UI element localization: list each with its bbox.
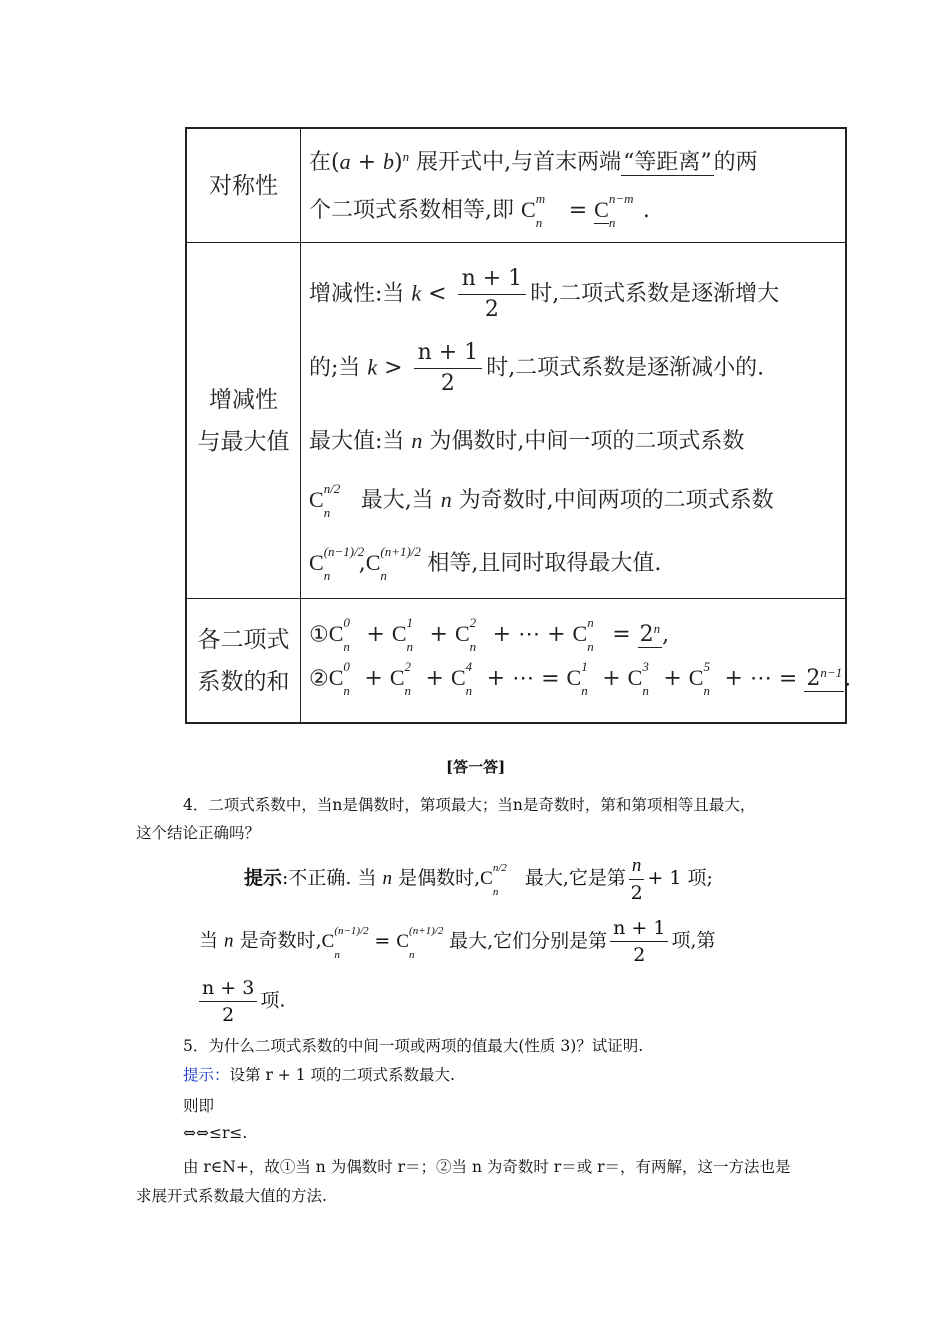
- sum-equation-1: ①C 0 n + C 1 n + C 2 n + ⋯ + C n n = 2$^n$,: [309, 615, 670, 655]
- text: <: [421, 281, 454, 307]
- binomial-coefficient: C 4 n: [450, 659, 473, 699]
- proof-line-3: 由 r∈N+，故①当 n 为偶数时 r＝；②当 n 为奇数时 r＝或 r＝，有两解，这一方法也是: [183, 1158, 791, 1176]
- hint-label: 提示: [244, 867, 283, 889]
- fraction: $\frac{n + 1}{2}$: [458, 264, 527, 325]
- text: 最大,当: [360, 488, 441, 513]
- binomial-coefficient: C n/2 n: [480, 862, 507, 898]
- binomial-coefficient: C m n: [521, 191, 546, 230]
- hint-label: 提示：: [183, 1066, 230, 1084]
- var-k: k: [367, 354, 378, 380]
- equals: =: [541, 666, 560, 692]
- var-n: n: [440, 487, 452, 512]
- binomial-coefficient: C n/2 n: [309, 481, 341, 520]
- fraction: $\frac{n + 1}{2}$: [414, 338, 483, 399]
- text: 最大,它们分别是第: [449, 929, 608, 952]
- binomial-coefficient: C (n−1)/2 n: [321, 924, 369, 961]
- binomial-coefficient-answer: C n−m n: [594, 191, 634, 230]
- binomial-coefficient: C 0 n: [328, 615, 350, 655]
- text: .: [844, 666, 852, 692]
- var-n: n: [411, 428, 423, 453]
- binomial-coefficient: C (n−1)/2 n: [309, 544, 365, 583]
- binomial-coefficient: C 1 n: [391, 615, 414, 655]
- row-label-symmetry: 对称性: [209, 173, 278, 199]
- row-label-sum-1: 各二项式: [197, 627, 290, 653]
- hint-4-line-3: [196, 975, 285, 1028]
- row-divider: [187, 242, 845, 243]
- fraction: $\frac{n + 1}{2}$: [610, 915, 668, 968]
- text: 最大,它是第: [524, 867, 626, 889]
- monotonicity-line-2: [309, 338, 764, 399]
- binomial-coefficient: C 2 n: [389, 659, 412, 699]
- text: + ⋯ +: [492, 622, 566, 648]
- symmetry-line-1: [309, 145, 758, 176]
- var-b: b: [383, 149, 395, 174]
- binomial-coefficient: C (n+1)/2 n: [365, 544, 421, 583]
- text: 的;当: [309, 355, 368, 381]
- text: 增减性:当: [309, 281, 412, 307]
- row-label-monotonicity-1: 增减性: [209, 387, 278, 413]
- hint-4-line-1: [244, 852, 713, 906]
- text: 最大值:当: [309, 429, 412, 454]
- section-heading: [答一答]: [446, 758, 506, 776]
- equals: =: [374, 929, 391, 952]
- row-divider: [187, 598, 845, 599]
- var-n: n: [382, 868, 393, 889]
- text: 相等,且同时取得最大值.: [427, 551, 662, 576]
- text: 在(: [309, 150, 340, 175]
- text: ②: [309, 666, 329, 692]
- binomial-coefficient: C 0 n: [328, 659, 350, 699]
- monotonicity-line-1: [309, 264, 779, 325]
- text: 是奇数时,: [233, 929, 322, 952]
- proof-line-2: ⇔⇔≤r≤.: [183, 1124, 248, 1142]
- binomial-coefficient: C (n+1)/2 n: [396, 924, 444, 961]
- answer-blank: “等距离”: [623, 150, 712, 175]
- text: 为偶数时,中间一项的二项式系数: [422, 429, 745, 454]
- text: ,: [358, 551, 366, 576]
- text: 项.: [260, 989, 286, 1012]
- hint-5-line: [183, 1063, 455, 1085]
- fraction: $\frac{n + 3}{2}$: [199, 975, 257, 1028]
- proof-line-4: 求展开式系数最大值的方法.: [136, 1187, 327, 1205]
- var-k: k: [411, 280, 422, 306]
- hint-4-line-2: [199, 915, 716, 968]
- text: 当: [199, 929, 225, 952]
- var-n: n: [224, 930, 234, 952]
- symmetry-line-2: [309, 191, 650, 230]
- question-5-line-1: 5．为什么二项式系数的中间一项或两项的值最大(性质 3)？试证明.: [183, 1037, 644, 1055]
- equals: =: [778, 666, 798, 692]
- text: ,: [662, 622, 670, 648]
- exponent: n: [402, 148, 410, 164]
- text: ): [394, 150, 403, 175]
- sum-equation-2: ②C 0 n + C 2 n + C 4 n + ⋯ = C 1 n + C 3 n + C 5 n + ⋯ = $2^{n-1}$.: [309, 659, 852, 699]
- question-4-line-1: 4．二项式系数中，当n是偶数时，第项最大；当n是奇数时，第和第项相等且最大，: [183, 796, 756, 814]
- text: 的两: [713, 150, 758, 175]
- text: 展开式中,与首末两端: [409, 150, 622, 175]
- equals: =: [568, 198, 588, 223]
- binomial-coefficient: C 3 n: [627, 659, 649, 699]
- binomial-coefficient: C 1 n: [566, 659, 588, 699]
- binomial-coefficient: C 5 n: [688, 659, 710, 699]
- text: 为奇数时,中间两项的二项式系数: [451, 488, 774, 513]
- column-divider: [300, 129, 301, 722]
- proof-line-1: 则即: [183, 1097, 215, 1115]
- text: + ⋯: [486, 666, 535, 692]
- answer-blank: $2^{n-1}$: [806, 665, 843, 692]
- text: +: [350, 150, 384, 175]
- text: 时,二项式系数是逐渐增大: [530, 281, 780, 307]
- answer-blank: 2$^n$: [639, 621, 661, 648]
- text: 项,第: [671, 929, 716, 952]
- binomial-coefficient: C n n: [572, 615, 594, 655]
- fraction: $\frac{n}{2}$: [629, 852, 645, 906]
- text: >: [377, 355, 410, 381]
- text: 设第 r + 1 项的二项式系数最大.: [229, 1066, 455, 1084]
- properties-table: [185, 127, 852, 724]
- equals: =: [612, 622, 631, 648]
- max-value-line-2: [309, 481, 774, 520]
- text: 时,二项式系数是逐渐减小的.: [486, 355, 765, 381]
- question-4-line-2: 这个结论正确吗？: [136, 824, 261, 842]
- text: 个二项式系数相等,即: [309, 198, 521, 223]
- max-value-line-1: [309, 424, 744, 455]
- row-label-sum-2: 系数的和: [197, 669, 290, 695]
- var-a: a: [339, 149, 351, 174]
- text: :不正确. 当: [282, 867, 383, 889]
- binomial-coefficient: C 2 n: [454, 615, 477, 655]
- text: 是偶数时,: [392, 867, 481, 889]
- text: ①: [309, 622, 329, 648]
- text: .: [642, 198, 650, 223]
- row-label-monotonicity-2: 与最大值: [197, 429, 290, 455]
- text: + 1 项;: [647, 867, 713, 889]
- text: + ⋯: [724, 666, 772, 692]
- max-value-line-3: [309, 544, 662, 583]
